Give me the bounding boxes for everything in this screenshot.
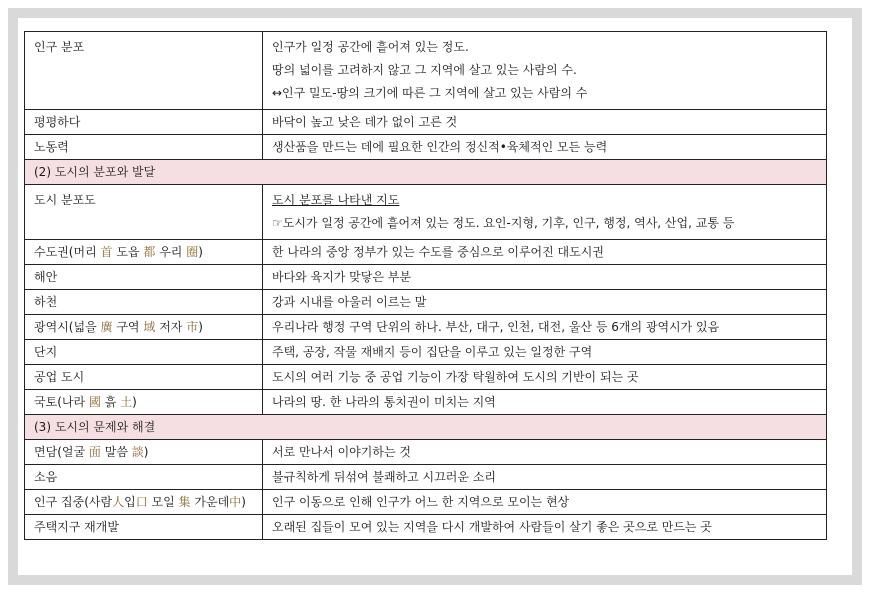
definition-cell: 도시의 여러 기능 중 공업 기능이 가장 탁월하여 도시의 기반이 되는 곳	[263, 365, 827, 390]
term-cell: 노동력	[25, 135, 263, 160]
term-cell: 소음	[25, 465, 263, 490]
definition-cell: 나라의 땅. 한 나라의 통치권이 미치는 지역	[263, 390, 827, 415]
definition-line: ☞도시가 일정 공간에 흩어져 있는 정도. 요인-지형, 기후, 인구, 행정, 역사, 산업, 교통 등	[272, 216, 735, 230]
table-row	[25, 265, 827, 290]
term-cell: 면담(얼굴 面 말씀 談)	[25, 440, 263, 465]
term-cell: 단지	[25, 340, 263, 365]
definition-line: 땅의 넓이를 고려하지 않고 그 지역에 살고 있는 사람의 수.	[272, 63, 577, 77]
table-row	[25, 110, 827, 135]
definition-line: 도시 분포를 나타낸 지도	[272, 193, 400, 207]
term-cell: 인구 분포	[25, 32, 263, 110]
definition-cell: 생산품을 만드는 데에 필요한 인간의 정신적•육체적인 모든 능력	[263, 135, 827, 160]
section-title: (2) 도시의 분포와 발달	[25, 160, 827, 185]
term-cell: 광역시(넓을 廣 구역 域 저자 市)	[25, 315, 263, 340]
definition-cell: 강과 시내를 아울러 이르는 말	[263, 290, 827, 315]
table-row	[25, 390, 827, 415]
definition-cell	[263, 185, 827, 240]
definition-cell: 우리나라 행정 구역 단위의 하나. 부산, 대구, 인천, 대전, 울산 등 6개의 광역시가 있음	[263, 315, 827, 340]
table-row	[25, 365, 827, 390]
section-header-row	[25, 415, 827, 440]
table-row	[25, 185, 827, 240]
table-row	[25, 32, 827, 110]
table-row	[25, 240, 827, 265]
definition-cell: 서로 만나서 이야기하는 것	[263, 440, 827, 465]
definition-cell: 바다와 육지가 맞닿은 부분	[263, 265, 827, 290]
table-row	[25, 290, 827, 315]
table-row	[25, 135, 827, 160]
term-cell: 공업 도시	[25, 365, 263, 390]
definition-cell: 바닥이 높고 낮은 데가 없이 고른 것	[263, 110, 827, 135]
term-cell: 도시 분포도	[25, 185, 263, 240]
table-row	[25, 315, 827, 340]
table-row	[25, 515, 827, 540]
table-row	[25, 465, 827, 490]
definition-cell: 인구 이동으로 인해 인구가 어느 한 지역으로 모이는 현상	[263, 490, 827, 515]
table-row	[25, 340, 827, 365]
definition-line: ↔인구 밀도-땅의 크기에 따른 그 지역에 살고 있는 사람의 수	[272, 86, 588, 100]
definition-cell: 한 나라의 중앙 정부가 있는 수도를 중심으로 이루어진 대도시권	[263, 240, 827, 265]
table-row	[25, 440, 827, 465]
term-cell: 국토(나라 國 흙 土)	[25, 390, 263, 415]
table-row	[25, 490, 827, 515]
definition-cell: 주택, 공장, 작물 재배지 등이 집단을 이루고 있는 일정한 구역	[263, 340, 827, 365]
term-cell: 하천	[25, 290, 263, 315]
vocabulary-table	[24, 31, 827, 540]
section-title: (3) 도시의 문제와 해결	[25, 415, 827, 440]
term-cell: 수도권(머리 首 도읍 都 우리 圈)	[25, 240, 263, 265]
term-cell: 인구 집중(사람人입口 모일 集 가운데中)	[25, 490, 263, 515]
term-cell: 해안	[25, 265, 263, 290]
section-header-row	[25, 160, 827, 185]
term-cell: 주택지구 재개발	[25, 515, 263, 540]
definition-line: 인구가 일정 공간에 흩어져 있는 정도.	[272, 40, 469, 54]
definition-cell: 불규칙하게 뒤섞여 불쾌하고 시끄러운 소리	[263, 465, 827, 490]
definition-cell	[263, 32, 827, 110]
term-cell: 평평하다	[25, 110, 263, 135]
definition-cell: 오래된 집들이 모여 있는 지역을 다시 개발하여 사람들이 살기 좋은 곳으로 만드는 곳	[263, 515, 827, 540]
